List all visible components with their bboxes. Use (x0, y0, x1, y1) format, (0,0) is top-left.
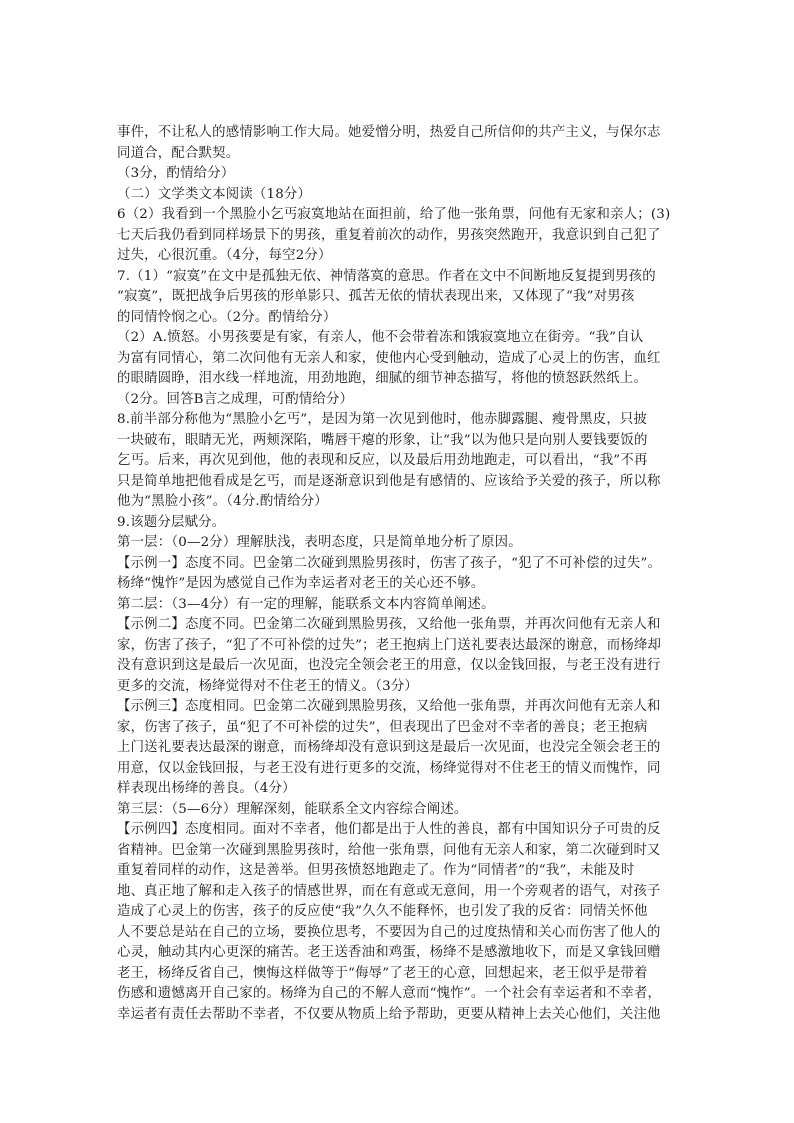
text-line: 七天后我仍看到同样场景下的男孩，重复着前次的动作，男孩突然跑开，我意识到自己犯了 (117, 227, 661, 243)
text-line: 更多的交流，杨绛觉得对不住老王的情义。（3分） (117, 678, 419, 694)
text-line: 的眼睛圆睁，泪水线一样地流，用劲地跑，细腻的细节神态描写，将他的愤怒跃然纸上。 (117, 371, 648, 386)
text-line: 只是简单地把他看成是乞丐，而是逐渐意识到他是有感情的、应该给予关爱的孩子，所以称 (117, 473, 661, 489)
text-line: （2）A.愤怒。小男孩要是有家，有亲人，他不会带着冻和饿寂寞地立在街旁。“我”自认 (117, 330, 644, 345)
text-line: 8.前半部分称他为“黑脸小乞丐”，是因为第一次见到他时，他赤脚露腿、瘦骨黑皮，只披 (117, 412, 648, 427)
text-line: 第一层：（0—2分）理解肤浅，表明态度，只是简单地分析了原因。 (117, 535, 522, 550)
text-line: 造成了心灵上的伤害，孩子的反应使“我”久久不能释怀，也引发了我的反省：同情关怀他 (117, 904, 648, 919)
text-line: 老王，杨绛反省自己，懊悔这样做等于“侮辱”了老王的心意，回想起来，老王似乎是带着 (117, 965, 648, 981)
text-line: 的同情怜悯之心。（2分。酌情给分） (117, 309, 337, 325)
text-line: 用意，仅以金钱回报，与老王没有进行更多的交流，杨绛觉得对不住老王的情义而愧怍，同 (117, 760, 661, 776)
text-line: 为富有同情心，第二次问他有无亲人和家，使他内心受到触动，造成了心灵上的伤害，血红 (117, 350, 661, 366)
text-line: 省精神。巴金第一次碰到黑脸男孩时，给他一张角票，问他有无亲人和家，第二次碰到时又 (117, 842, 661, 858)
text-line: （2分。回答B言之成理，可酌情给分） (117, 391, 354, 407)
text-line: 【示例四】态度相同。面对不幸者，他们都是出于人性的善良，都有中国知识分子可贵的反 (117, 822, 661, 837)
text-line: 【示例二】态度不同。巴金第二次碰到黑脸男孩，又给他一张角票，并再次问他有无亲人和 (117, 617, 661, 632)
text-line: 事件，不让私人的感情影响工作大局。她爱憎分明，热爱自己所信仰的共产主义，与保尔志 (117, 125, 661, 140)
text-line: 同道合，配合默契。 (117, 145, 240, 161)
text-line: 没有意识到这是最后一次见面，也没完全领会老王的用意，仅以金钱回报，与老王没有进行 (117, 658, 661, 673)
text-line: 重复着同样的动作，这是善举。但男孩愤怒地跑走了。作为“同情者”的“我”，未能及时 (117, 863, 635, 878)
text-line: 地、真正地了解和走入孩子的情感世界，而在有意或无意间，用一个旁观者的语气，对孩子 (117, 883, 661, 899)
text-line: 家，伤害了孩子，“犯了不可补偿的过失”；老王抱病上门送礼要表达最深的谢意，而杨绛却 (117, 637, 662, 653)
text-line: 7.（1）“寂寞”在文中是孤独无依、神情落寞的意思。作者在文中不间断地反复提到男孩的 (117, 268, 656, 284)
text-line: 9.该题分层赋分。 (117, 514, 226, 530)
text-line: 第二层：（3—4分）有一定的理解，能联系文本内容简单阐述。 (117, 596, 495, 612)
text-line: （3分，酌情给分） (117, 166, 235, 181)
section-heading: （二）文学类文本阅读（18分） (117, 186, 312, 202)
text-line: 人不要总是站在自己的立场，要换位思考，不要因为自己的过度热情和关心而伤害了他人的 (117, 924, 661, 940)
text-line: 过失，心很沉重。（4分，每空2分） (117, 248, 332, 263)
text-line: 杨绛“愧怍”是因为感觉自己作为幸运者对老王的关心还不够。 (117, 576, 485, 591)
text-line: 家，伤害了孩子，虽“犯了不可补偿的过失”，但表现出了巴金对不幸者的善良；老王抱病 (117, 719, 648, 735)
text-line: 幸运者有责任去帮助不幸者，不仅要从物质上给予帮助，更要从精神上去关心他们，关注他 (117, 1006, 661, 1022)
text-line: 心灵，触动其内心更深的痛苦。老王送香油和鸡蛋，杨绛不是感激地收下，而是又拿钱回赠 (117, 945, 661, 960)
text-line: 他为“黑脸小孩”。（4分.酌情给分） (117, 494, 328, 509)
text-line: 伤感和遗憾离开自己家的。杨绛为自己的不解人意而“愧怍”。一个社会有幸运者和不幸者， (117, 986, 662, 1001)
text-line: 【示例一】态度不同。巴金第二次碰到黑脸男孩时，伤害了孩子，“犯了不可补偿的过失”。 (117, 555, 662, 571)
answer-text (117, 123, 685, 1025)
text-line: 上门送礼要表达最深的谢意，而杨绛却没有意识到这是最后一次见面，也没完全领会老王的 (117, 740, 661, 755)
text-line: 乞丐。后来，再次见到他，他的表现和反应，以及最后用劲地跑走，可以看出，“我”不再 (117, 453, 648, 468)
text-line: 第三层：（5—6分）理解深刻，能联系全文内容综合阐述。 (117, 801, 468, 817)
text-line: 样表现出杨绛的善良。（4分） (117, 781, 296, 796)
text-line: 6（2）我看到一个黑脸小乞丐寂寞地站在面担前，给了他一张角票，问他有无家和亲人；(3) (117, 207, 671, 222)
text-line: 【示例三】态度相同。巴金第二次碰到黑脸男孩，又给他一张角票，并再次问他有无亲人和 (117, 699, 661, 714)
text-line: 一块破布，眼睛无光，两颊深陷，嘴唇干瘪的形象，让“我”以为他只是向别人要钱要饭的 (117, 432, 648, 448)
text-line: “寂寞”，既把战争后男孩的形单影只、孤苦无依的情状表现出来，又体现了“我”对男孩 (117, 289, 635, 304)
